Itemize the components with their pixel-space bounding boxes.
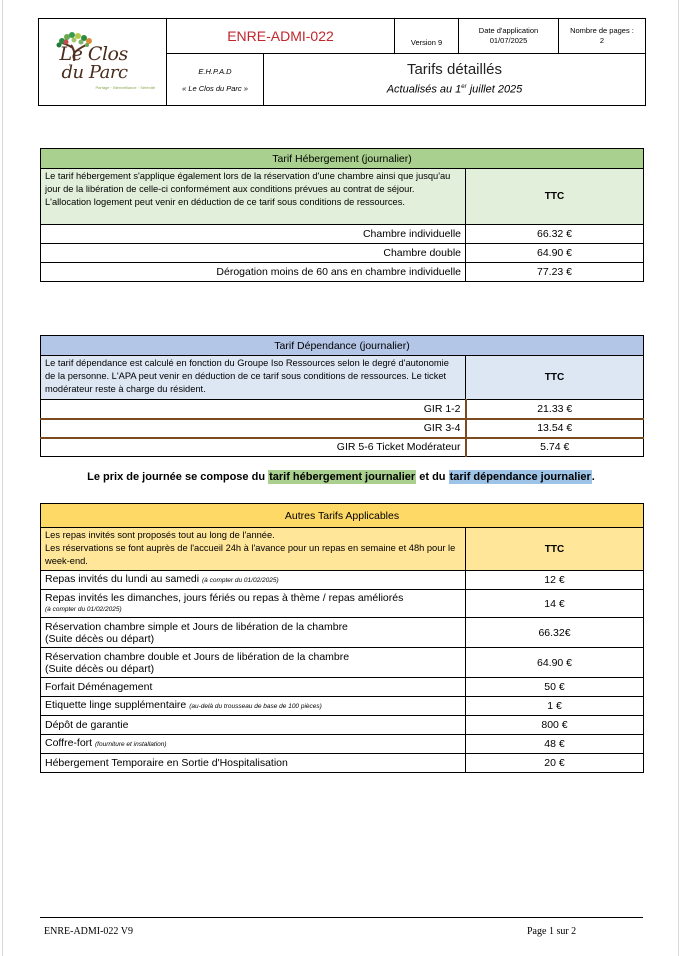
daily-price-summary: Le prix de journée se compose du tarif hébergement journalier et du tarif dépendance journalier. (87, 471, 595, 483)
rate-price: 13.54 € (466, 419, 644, 438)
section-description: Les repas invités sont proposés tout au long de l'année. Les réservations se font auprès de l'accueil 24h à l'avance pour un repas en semaine et 48h pour le week-end. (41, 528, 466, 571)
rate-label: GIR 1-2 (41, 400, 466, 419)
rate-price: 12 € (466, 571, 644, 590)
rate-price: 800 € (466, 716, 644, 735)
rate-label: Hébergement Temporaire en Sortie d'Hospitalisation (41, 754, 466, 773)
footer-divider (40, 917, 643, 918)
rate-label: Réservation chambre double et Jours de libération de la chambre (Suite décès ou départ) (41, 648, 466, 678)
ehpad-title: « Le Clos du Parc » (182, 83, 248, 93)
rate-label: Etiquette linge supplémentaire (au-delà du trousseau de base de 100 pièces) (41, 697, 466, 716)
document-version: Version 9 (395, 19, 459, 54)
section-title: Tarif Hébergement (journalier) (41, 149, 644, 169)
section-title: Autres Tarifs Applicables (41, 504, 644, 528)
rate-label: Chambre double (41, 244, 466, 263)
autres-tarifs-table (40, 503, 644, 773)
logo-cell (39, 19, 167, 105)
ehpad-name (167, 54, 264, 105)
rate-price: 50 € (466, 678, 644, 697)
logo (48, 29, 158, 95)
rate-price: 64.90 € (466, 648, 644, 678)
ttc-header: TTC (466, 356, 644, 400)
section-title: Tarif Dépendance (journalier) (41, 336, 644, 356)
document-title (264, 54, 645, 105)
rate-label: GIR 5-6 Ticket Modérateur (41, 438, 466, 457)
rate-price: 48 € (466, 735, 644, 754)
highlight-dependance: tarif dépendance journalier (449, 471, 591, 483)
rate-price: 1 € (466, 697, 644, 716)
rate-price: 5.74 € (466, 438, 644, 457)
dependance-table (40, 335, 644, 457)
section-description: Le tarif hébergement s'applique également lors de la réservation d'une chambre ainsi que jusqu'au jour de la libération de celle-ci conformément aux conditions prévues au contrat de séjour. L'allocation logement peut venir en déduction de ce tarif sous conditions de ressources. (41, 169, 466, 225)
rate-price: 77.23 € (466, 263, 644, 282)
ttc-header: TTC (466, 528, 644, 571)
rate-label: Chambre individuelle (41, 225, 466, 244)
date-value: 01/07/2025 (489, 36, 528, 45)
footer-doc-ref: ENRE-ADMI-022 V9 (44, 926, 133, 937)
logo-tagline: Partage · Bienveillance · Sérénité (95, 85, 156, 90)
date-label: Date d'application (478, 26, 539, 35)
rate-price: 21.33 € (466, 400, 644, 419)
rate-label: Repas invités les dimanches, jours fériés ou repas à thème / repas améliorés (à compter du 01/02/2025) (41, 590, 466, 618)
ehpad-label: E.H.P.A.D (198, 66, 232, 76)
rate-label: Dépôt de garantie (41, 716, 466, 735)
pages-value: 2 (599, 36, 605, 45)
rate-price: 66.32 € (466, 225, 644, 244)
document-code: ENRE-ADMI-022 (167, 19, 395, 54)
rate-label: Dérogation moins de 60 ans en chambre individuelle (41, 263, 466, 282)
section-description: Le tarif dépendance est calculé en fonction du Groupe Iso Ressources selon le degré d'autonomie de la personne. L'APA peut venir en déduction de ce tarif sous conditions de ressources. Le ticket modérateur reste à charge du résident. (41, 356, 466, 400)
rate-price: 66.32€ (466, 618, 644, 648)
pages-label: Nombre de pages : (570, 26, 634, 35)
document-header (38, 18, 646, 106)
rate-label: Repas invités du lundi au samedi (à compter du 01/02/2025) (41, 571, 466, 590)
logo-text: du Parc (61, 62, 128, 83)
rate-label: Coffre-fort (fourniture et installation) (41, 735, 466, 754)
footer-page-number: Page 1 sur 2 (527, 926, 577, 937)
page-count (559, 19, 645, 54)
rate-price: 64.90 € (466, 244, 644, 263)
rate-price: 14 € (466, 590, 644, 618)
highlight-hebergement: tarif hébergement journalier (269, 471, 416, 483)
page-title: Tarifs détaillés (406, 61, 503, 79)
hebergement-table (40, 148, 644, 282)
rate-label: Réservation chambre simple et Jours de libération de la chambre (Suite décès ou départ) (41, 618, 466, 648)
logo-text: Le Clos (59, 43, 128, 65)
rate-label: Forfait Déménagement (41, 678, 466, 697)
application-date (459, 19, 559, 54)
ttc-header: TTC (466, 169, 644, 225)
rate-price: 20 € (466, 754, 644, 773)
page-subtitle: Actualisés au 1er juillet 2025 (386, 83, 523, 96)
rate-label: GIR 3-4 (41, 419, 466, 438)
